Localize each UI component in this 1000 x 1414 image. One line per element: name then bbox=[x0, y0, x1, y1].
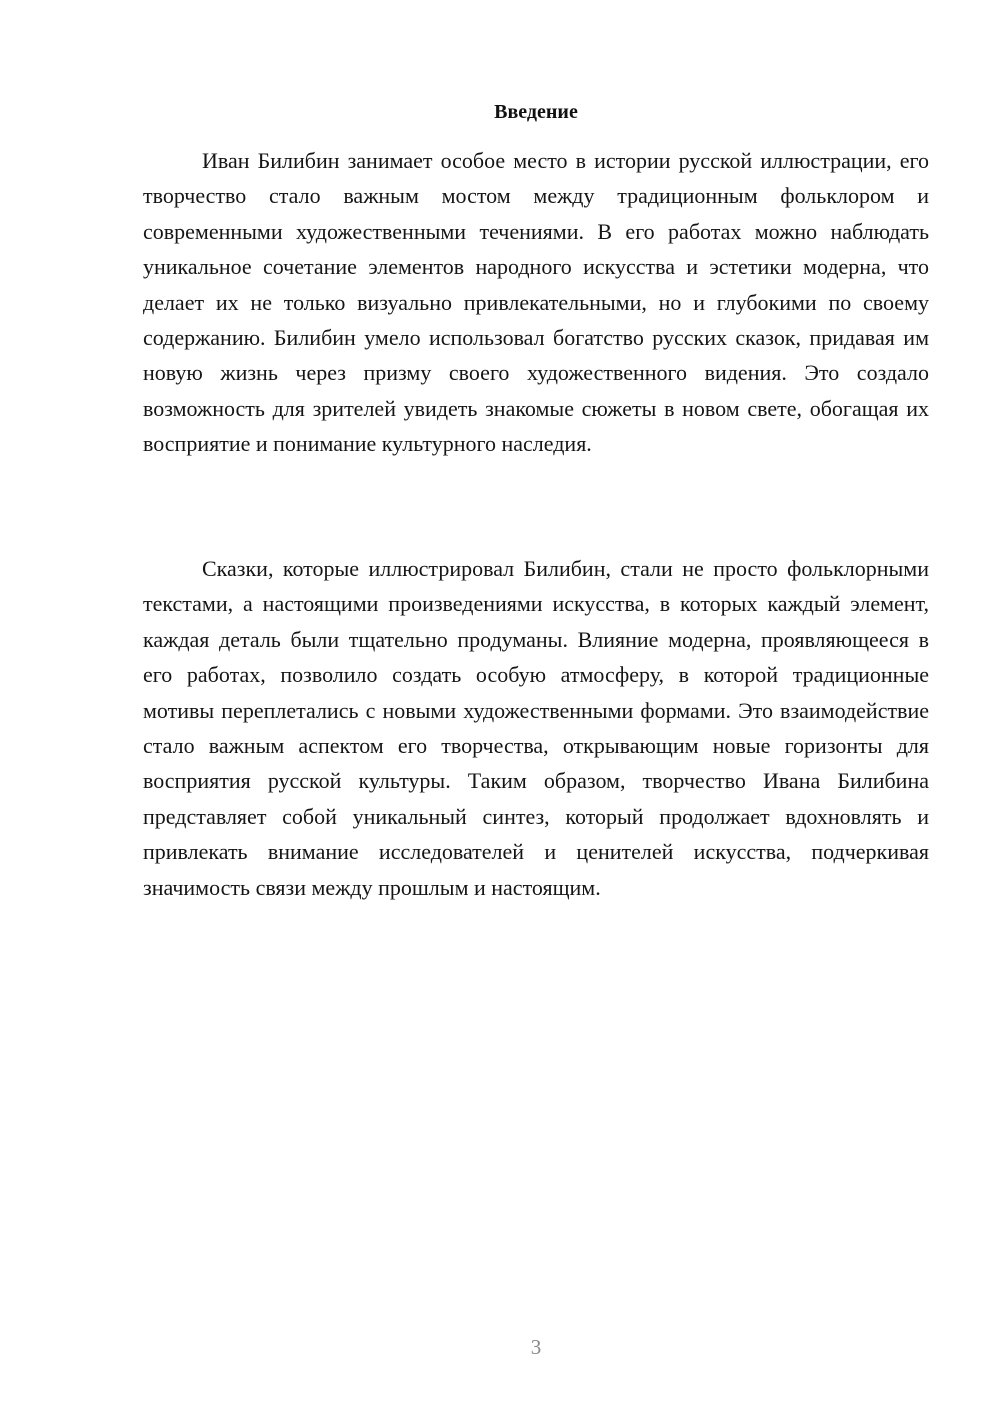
paragraph-1: Иван Билибин занимает особое место в истории русской иллюстрации, его творчество стало важным мостом между традиционным фольклором и современными художественными течениями. В его работах можно наблюдать уникальное сочетание элементов народного искусства и эстетики модерна, что делает их не только визуально привлекательными, но и глубокими по своему содержанию. Билибин умело использовал богатство русских сказок, придавая им новую жизнь через призму своего художественного видения. Это создало возможность для зрителей увидеть знакомые сюжеты в новом свете, обогащая их восприятие и понимание культурного наследия. bbox=[143, 148, 929, 457]
paragraph-2: Сказки, которые иллюстрировал Билибин, стали не просто фольклорными текстами, а настоящими произведениями искусства, в которых каждый элемент, каждая деталь были тщательно продуманы. Влияние модерна, проявляющееся в его работах, позволило создать особую атмосферу, в которой традиционные мотивы переплетались с новыми художественными формами. Это взаимодействие стало важным аспектом его творчества, открывающим новые горизонты для восприятия русской культуры. Таким образом, творчество Ивана Билибина представляет собой уникальный синтез, который продолжает вдохновлять и привлекать внимание исследователей и ценителей искусства, подчеркивая значимость связи между прошлым и настоящим. bbox=[143, 556, 929, 900]
section-title: Введение bbox=[494, 101, 578, 123]
page-number: 3 bbox=[530, 1335, 542, 1359]
